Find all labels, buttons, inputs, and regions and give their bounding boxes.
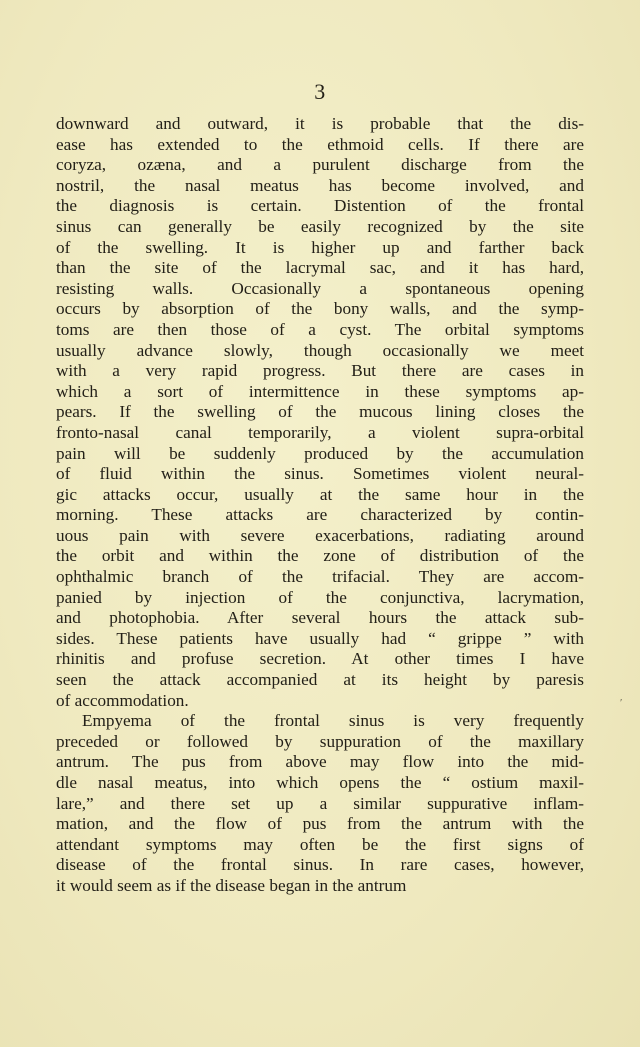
margin-mark: ʹ (620, 697, 623, 709)
text-line: resisting walls. Occasionally a spontaneous opening (56, 278, 584, 298)
text-line: sides. These patients have usually had “ grippe ” with (56, 628, 584, 648)
text-line: ophthalmic branch of the trifacial. They are accom- (56, 567, 584, 587)
text-line: preceded or followed by suppuration of the maxillary (56, 731, 584, 751)
text-line: mation, and the flow of pus from the antrum with the (56, 814, 584, 834)
text-line: downward and outward, it is probable that the dis- (56, 114, 584, 133)
text-line: sinus can generally be easily recognized by the site (56, 216, 584, 236)
text-line: occurs by absorption of the bony walls, and the symp- (56, 299, 584, 319)
text-line: lare,” and there set up a similar suppurative inflam- (56, 793, 584, 813)
page-number: 3 (314, 79, 326, 104)
text-line: nostril, the nasal meatus has become involved, and (56, 175, 584, 195)
text-line: disease of the frontal sinus. In rare cases, however, (56, 855, 584, 875)
text-line: and photophobia. After several hours the attack sub- (56, 608, 584, 628)
body-text (56, 114, 584, 897)
text-line: seen the attack accompanied at its height by paresis (56, 670, 584, 690)
text-line: coryza, ozæna, and a purulent discharge from the (56, 155, 584, 175)
text-line: toms are then those of a cyst. The orbital symptoms (56, 319, 584, 339)
text-line: pears. If the swelling of the mucous lining closes the (56, 402, 584, 422)
text-line: dle nasal meatus, into which opens the “ ostium maxil- (56, 773, 584, 792)
paragraph (56, 711, 584, 896)
text-line: antrum. The pus from above may flow into the mid- (56, 752, 584, 772)
text-line: morning. These attacks are characterized by contin- (56, 505, 584, 525)
text-line: panied by injection of the conjunctiva, lacrymation, (56, 587, 584, 607)
text-line: rhinitis and profuse secretion. At other times I have (56, 649, 584, 669)
text-line: gic attacks occur, usually at the same hour in the (56, 484, 584, 504)
text-line: the orbit and within the zone of distribution of the (56, 546, 584, 566)
text-line: it would seem as if the disease began in the antrum (56, 875, 407, 895)
text-line: attendant symptoms may often be the first signs of (56, 834, 584, 854)
text-line: usually advance slowly, though occasionally we meet (56, 340, 584, 360)
paragraph (56, 114, 584, 711)
text-line: Empyema of the frontal sinus is very frequently (82, 711, 584, 731)
text-line: of fluid within the sinus. Sometimes violent neural- (56, 464, 584, 484)
text-line: ease has extended to the ethmoid cells. If there are (56, 134, 584, 154)
text-line: of the swelling. It is higher up and farther back (56, 237, 584, 257)
text-line: fronto-nasal canal temporarily, a violent supra-orbital (56, 422, 584, 442)
text-line: the diagnosis is certain. Distention of the frontal (56, 196, 584, 216)
text-line: pain will be suddenly produced by the accumulation (56, 443, 584, 463)
text-line: with a very rapid progress. But there are cases in (56, 361, 584, 381)
text-line: of accommodation. (56, 690, 189, 710)
text-line: than the site of the lacrymal sac, and it has hard, (56, 258, 584, 278)
text-line: uous pain with severe exacerbations, radiating around (56, 525, 584, 545)
text-line: which a sort of intermittence in these symptoms ap- (56, 381, 584, 401)
